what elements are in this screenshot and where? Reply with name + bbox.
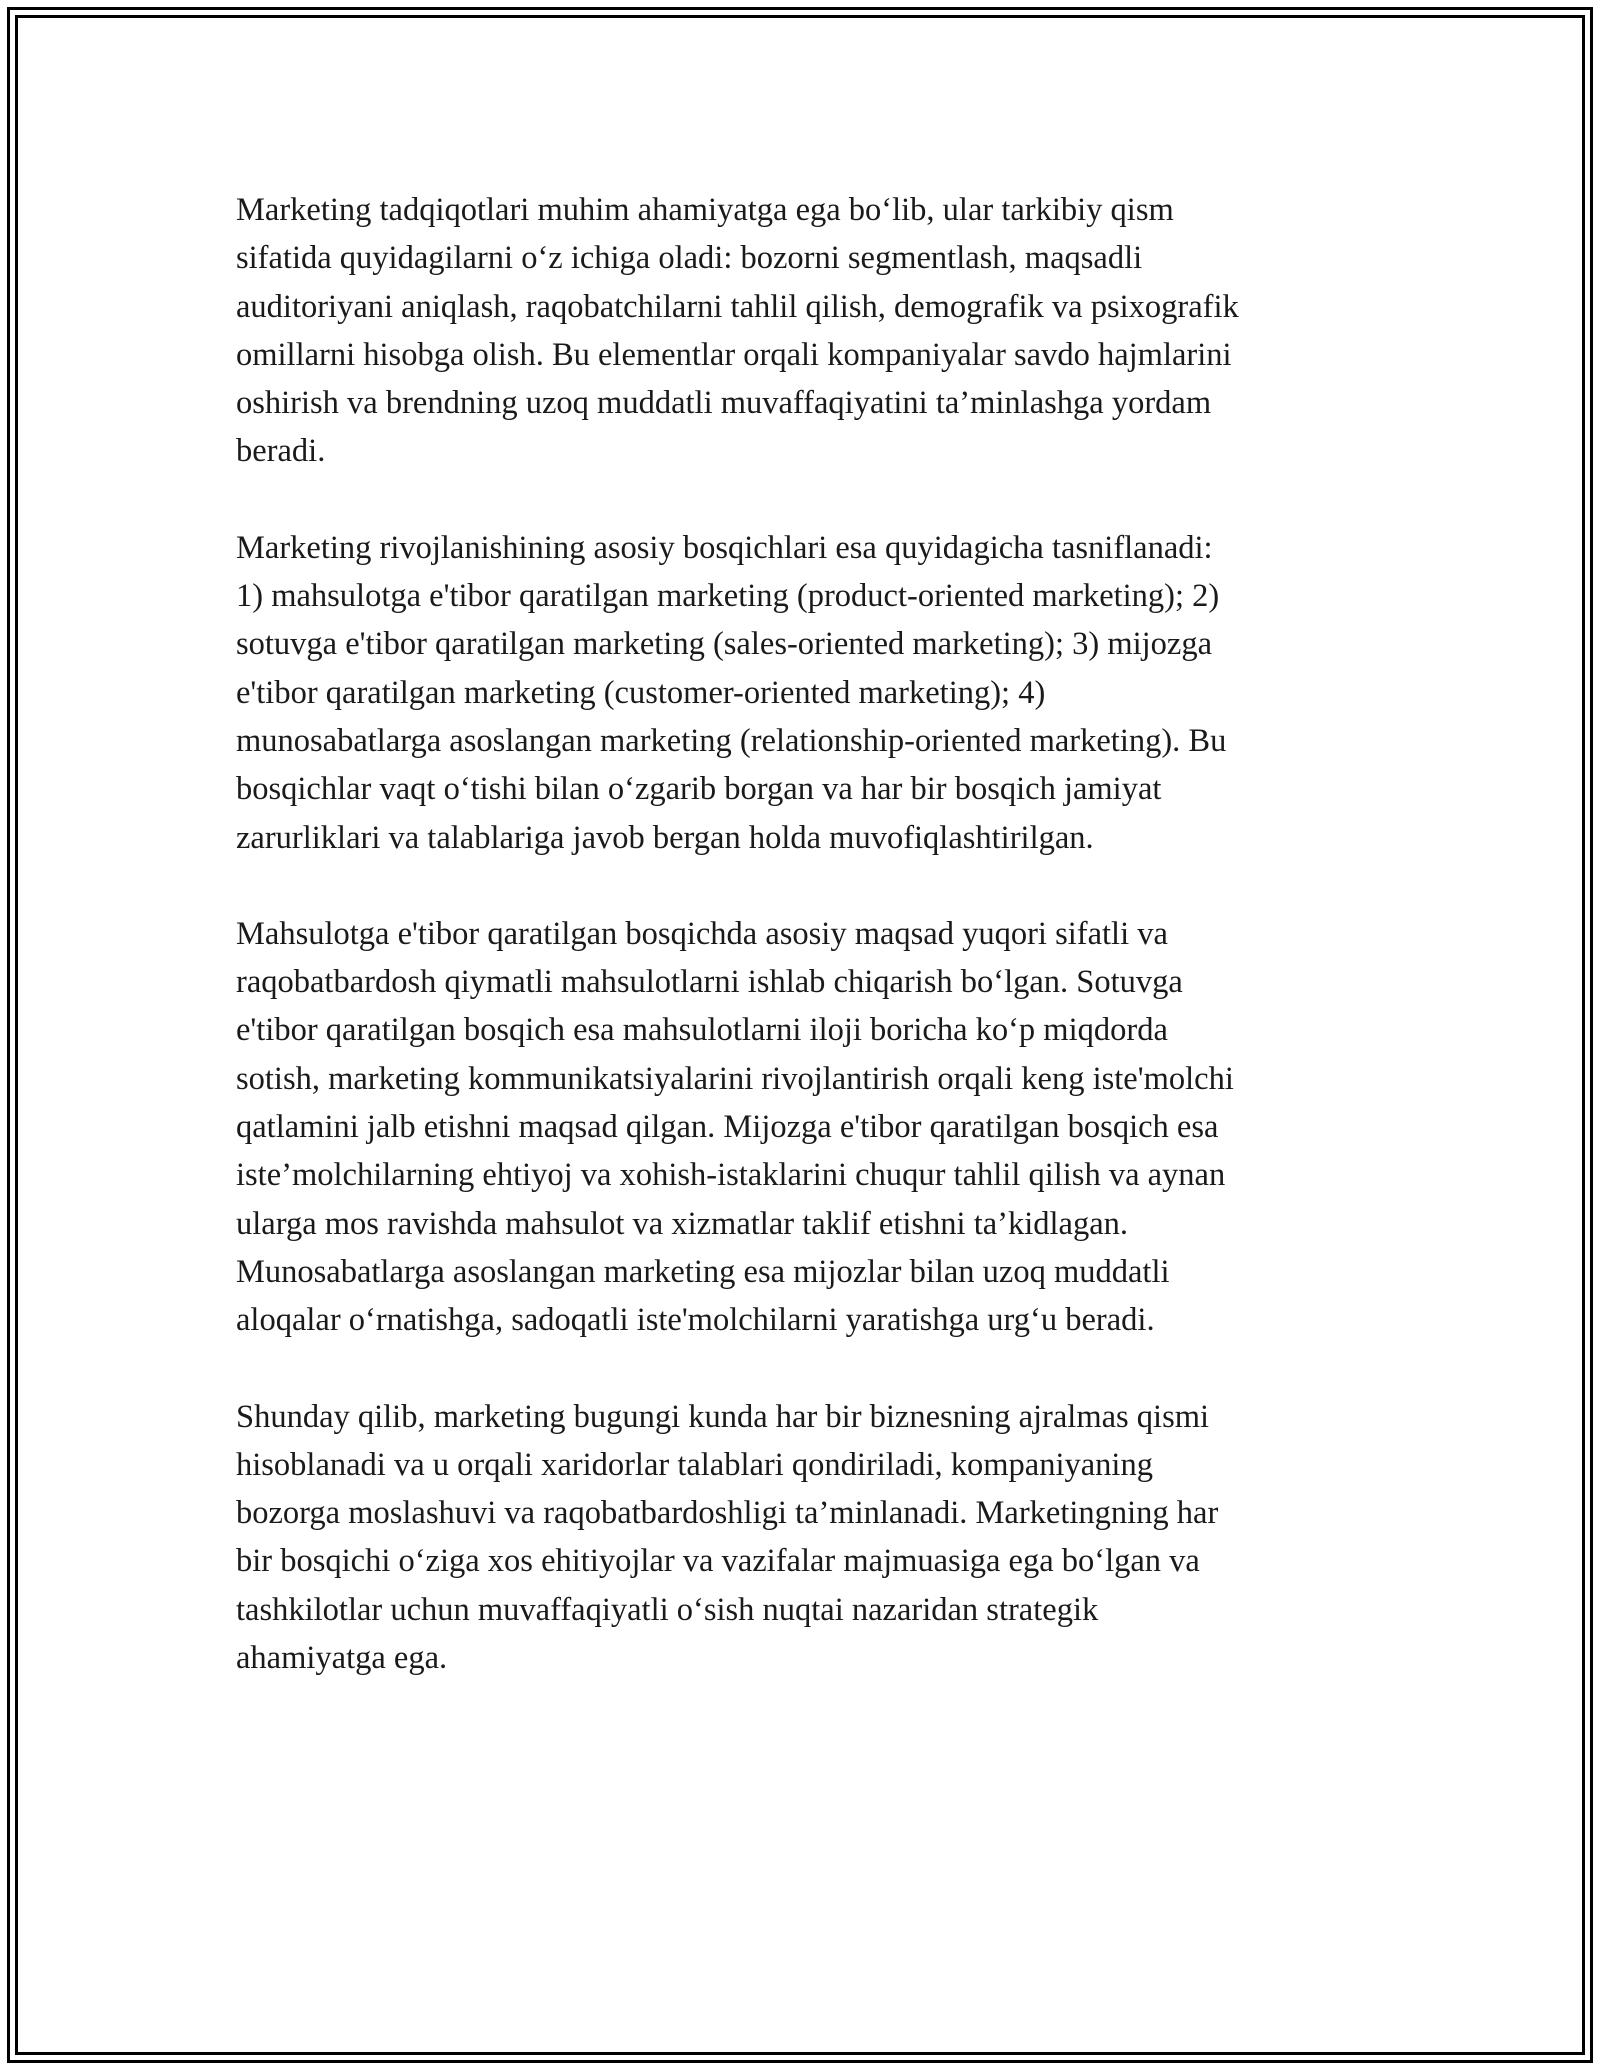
document-body bbox=[236, 186, 1376, 1730]
paragraph-stage-descriptions: Mahsulotga e'tibor qaratilgan bosqichda asosiy maqsad yuqori sifatli va raqobatbardosh qiymatli mahsulotlarni ishlab chiqarish bo‘lgan. Sotuvga e'tibor qaratilgan bosqich esa mahsulotlarni iloji boricha ko‘p miqdorda sotish, marketing kommunikatsiyalarini rivojlantirish orqali keng iste'molchi qatlamini jalb etishni maqsad qilgan. Mijozga e'tibor qaratilgan bosqich esa iste’molchilarning ehtiyoj va xohish-istaklarini chuqur tahlil qilish va aynan ularga mos ravishda mahsulot va xizmatlar taklif etishni ta’kidlagan. Munosabatlarga asoslangan marketing esa mijozlar bilan uzoq muddatli aloqalar o‘rnatishga, sadoqatli iste'molchilarni yaratishga urg‘u beradi. bbox=[236, 915, 1234, 1339]
paragraph-marketing-stages: Marketing rivojlanishining asosiy bosqichlari esa quyidagicha tasniflanadi: 1) mahsulotga e'tibor qaratilgan marketing (product-oriented marketing); 2) sotuvga e'tibor qaratilgan marketing (sales-oriented marketing); 3) mijozga e'tibor qaratilgan marketing (customer-oriented marketing); 4) munosabatlarga asoslangan marketing (relationship-oriented marketing). Bu bosqichlar vaqt o‘tishi bilan o‘zgarib borgan va har bir bosqich jamiyat zarurliklari va talablariga javob bergan holda muvofiqlashtirilgan. bbox=[236, 529, 1227, 856]
paragraph-market-research: Marketing tadqiqotlari muhim ahamiyatga ega bo‘lib, ular tarkibiy qism sifatida quyidagilarni o‘z ichiga oladi: bozorni segmentlash, maqsadli auditoriyani aniqlash, raqobatchilarni tahlil qilish, demografik va psixografik omillarni hisobga olish. Bu elementlar orqali kompaniyalar savdo hajmlarini oshirish va brendning uzoq muddatli muvaffaqiyatini ta’minlashga yordam beradi. bbox=[236, 192, 1239, 470]
paragraph-conclusion: Shunday qilib, marketing bugungi kunda har bir biznesning ajralmas qismi hisoblanadi va u orqali xaridorlar talablari qondiriladi, kompaniyaning bozorga moslashuvi va raqobatbardoshligi ta’minlanadi. Marketingning har bir bosqichi o‘ziga xos ehitiyojlar va vazifalar majmuasiga ega bo‘lgan va tashkilotlar uchun muvaffaqiyatli o‘sish nuqtai nazaridan strategik ahamiyatga ega. bbox=[236, 1398, 1219, 1677]
